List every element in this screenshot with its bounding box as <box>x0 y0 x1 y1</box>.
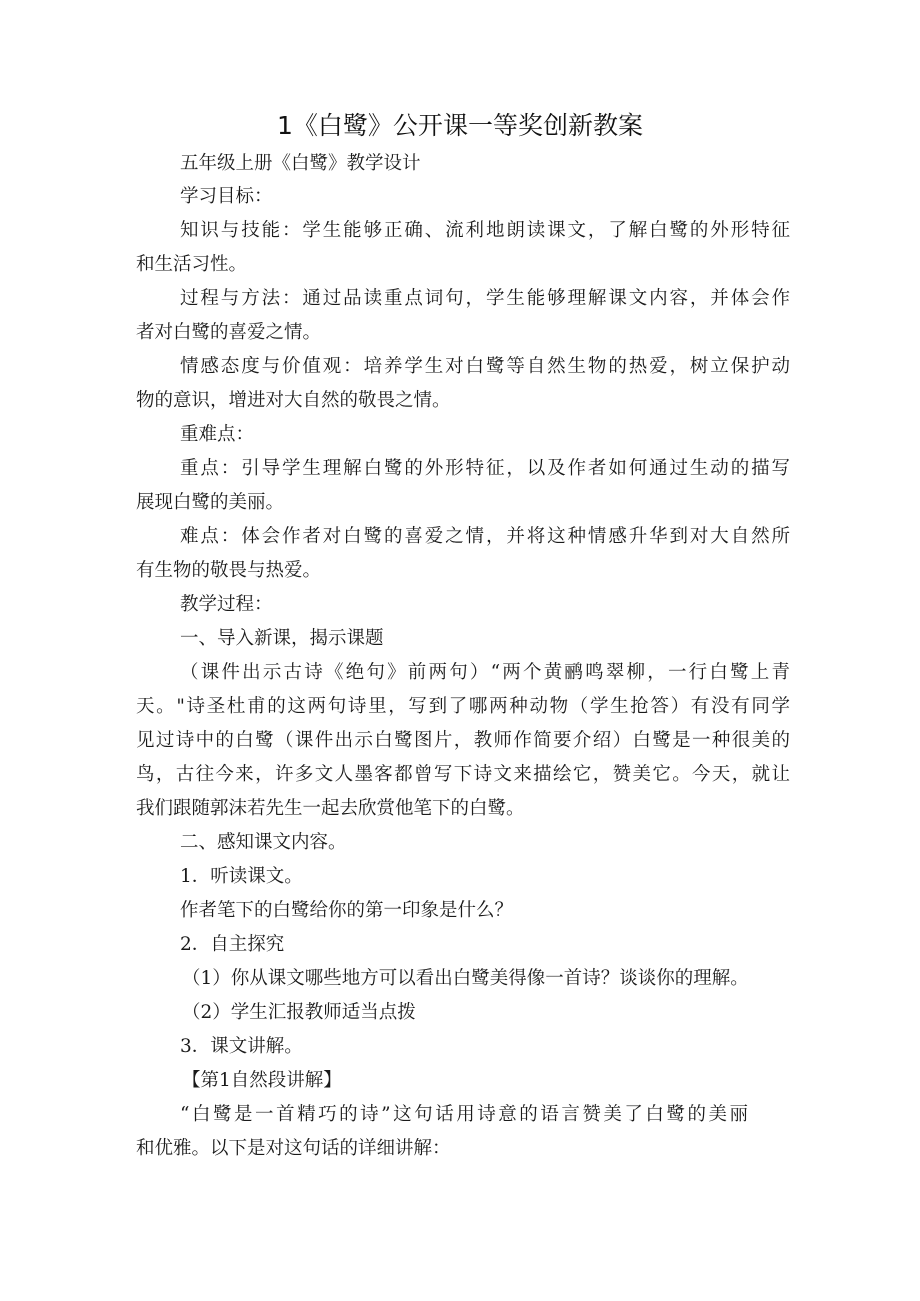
paragraph-line: 和生活习性。 <box>136 254 248 275</box>
list-item: 1．听读课文。 <box>180 866 303 887</box>
section-heading: 重难点： <box>180 424 255 445</box>
paragraph-line: 展现白鹭的美丽。 <box>136 492 285 513</box>
section-heading: 学习目标： <box>180 186 273 207</box>
paragraph-line: 知识与技能：学生能够正确、流利地朗读课文，了解白鹭的外形特征 <box>180 220 790 241</box>
list-item: （1）你从课文哪些地方可以看出白鹭美得像一首诗？谈谈你的理解。 <box>182 968 749 989</box>
list-item: （2）学生汇报教师适当点拨 <box>182 1002 416 1023</box>
paragraph-line: 天。"诗圣杜甫的这两句诗里，写到了哪两种动物（学生抢答）有没有同学 <box>136 696 790 717</box>
list-item: 3．课文讲解。 <box>180 1036 303 1057</box>
paragraph-line: 有生物的敬畏与热爱。 <box>136 560 322 581</box>
document-title: 1《白鹭》公开课一等奖创新教案 <box>277 111 643 140</box>
paragraph-line: 我们跟随郭沫若先生一起去欣赏他笔下的白鹭。 <box>136 798 525 819</box>
paragraph-line: 过程与方法：通过品读重点词句，学生能够理解课文内容，并体会作 <box>180 288 790 309</box>
list-item: 2．自主探究 <box>180 934 285 955</box>
section-heading: 一、导入新课，揭示课题 <box>180 628 384 649</box>
subtitle-line: 五年级上册《白鹭》教学设计 <box>180 153 421 174</box>
paragraph-line: 鸟，古往今来，许多文人墨客都曾写下诗文来描绘它，赞美它。今天，就让 <box>136 764 790 785</box>
paragraph-line: 情感态度与价值观：培养学生对白鹭等自然生物的热爱，树立保护动 <box>180 356 790 377</box>
paragraph-line: 重点：引导学生理解白鹭的外形特征，以及作者如何通过生动的描写 <box>180 458 790 479</box>
paragraph-line: 难点：体会作者对白鹭的喜爱之情，并将这种情感升华到对大自然所 <box>180 526 790 547</box>
paragraph-line: （课件出示古诗《绝句》前两句）“两个黄鹂鸣翠柳，一行白鹭上青 <box>180 662 790 683</box>
section-heading: 教学过程： <box>180 594 273 615</box>
paragraph-line: 见过诗中的白鹭（课件出示白鹭图片，教师作简要介绍）白鹭是一种很美的 <box>136 730 790 751</box>
section-heading: 二、感知课文内容。 <box>180 832 347 853</box>
paragraph-line: “白鹭是一首精巧的诗”这句话用诗意的语言赞美了白鹭的美丽 <box>180 1104 748 1125</box>
paragraph-line: 和优雅。以下是对这句话的详细讲解： <box>136 1138 451 1159</box>
section-heading: 【第1自然段讲解】 <box>182 1070 342 1091</box>
paragraph-line: 物的意识，增进对大自然的敬畏之情。 <box>136 390 451 411</box>
paragraph-line: 者对白鹭的喜爱之情。 <box>136 322 322 343</box>
paragraph-line: 作者笔下的白鹭给你的第一印象是什么？ <box>180 900 514 921</box>
